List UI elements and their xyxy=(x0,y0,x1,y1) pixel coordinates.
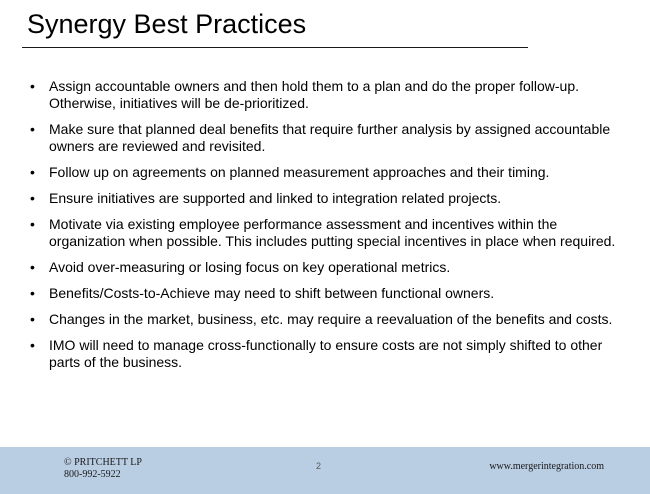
bullet-item xyxy=(26,216,630,250)
footer-copyright: © PRITCHETT LP xyxy=(64,457,142,468)
bullet-item xyxy=(26,121,630,155)
bullet-item xyxy=(26,259,630,276)
bullet-text: Follow up on agreements on planned measurement approaches and their timing. xyxy=(49,164,550,180)
bullet-text: IMO will need to manage cross-functionally to ensure costs are not simply shifted to other parts of the business. xyxy=(49,337,603,370)
bullet-dot-icon: • xyxy=(30,78,35,94)
title-underline xyxy=(22,47,528,48)
bullet-item xyxy=(26,285,630,302)
footer-website: www.mergerintegration.com xyxy=(489,461,604,472)
bullet-dot-icon: • xyxy=(30,164,35,180)
bullet-dot-icon: • xyxy=(30,190,35,206)
bullet-dot-icon: • xyxy=(30,216,35,232)
bullet-text: Ensure initiatives are supported and linked to integration related projects. xyxy=(49,190,502,206)
slide-title: Synergy Best Practices xyxy=(27,9,307,39)
bullet-text: Motivate via existing employee performance assessment and incentives within the organization when possible. This includes putting special incentives in place when required. xyxy=(49,216,616,249)
bullet-item xyxy=(26,78,630,112)
bullet-dot-icon: • xyxy=(30,259,35,275)
bullet-text: Benefits/Costs-to-Achieve may need to shift between functional owners. xyxy=(49,285,495,301)
bullet-item xyxy=(26,337,630,371)
bullet-text: Avoid over-measuring or losing focus on key operational metrics. xyxy=(49,259,451,275)
bullet-dot-icon: • xyxy=(30,285,35,301)
bullet-dot-icon: • xyxy=(30,311,35,327)
footer-contact xyxy=(64,457,142,481)
bullet-item xyxy=(26,311,630,328)
bullet-item xyxy=(26,164,630,181)
page-number: 2 xyxy=(316,461,322,471)
bullet-dot-icon: • xyxy=(30,121,35,137)
bullet-text: Make sure that planned deal benefits that require further analysis by assigned accountable owners are reviewed and revisited. xyxy=(49,121,611,154)
footer-phone: 800-992-5922 xyxy=(64,469,121,480)
bullet-list xyxy=(26,78,630,380)
bullet-dot-icon: • xyxy=(30,337,35,353)
bullet-text: Changes in the market, business, etc. may require a reevaluation of the benefits and costs. xyxy=(49,311,613,327)
bullet-text: Assign accountable owners and then hold them to a plan and do the proper follow-up. Otherwise, initiatives will be de-prioritized. xyxy=(49,78,580,111)
footer-band xyxy=(0,447,650,494)
bullet-item xyxy=(26,190,630,207)
